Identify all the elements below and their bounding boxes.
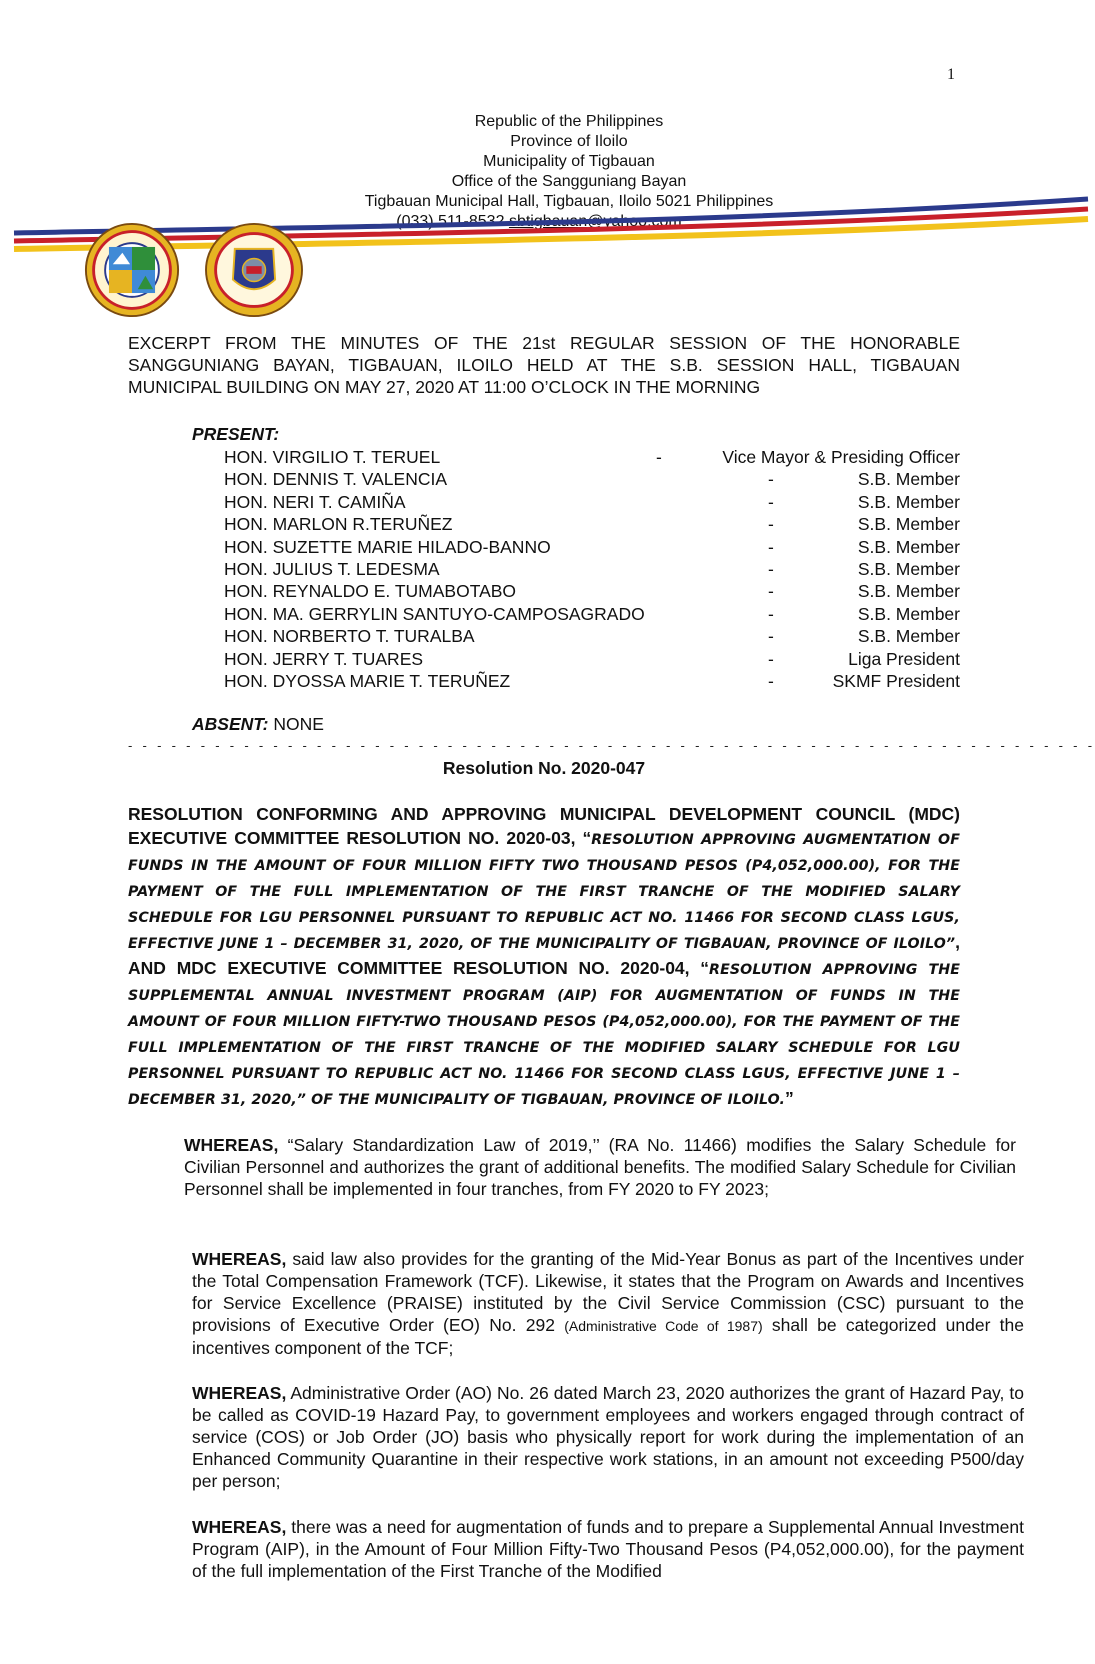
attendee-position: S.B. Member (857, 581, 960, 602)
letterhead-municipality: Municipality of Tigbauan (483, 153, 655, 170)
attendee-name: HON. DENNIS T. VALENCIA (224, 469, 448, 490)
letterhead-country: Republic of the Philippines (474, 113, 664, 130)
whereas-paragraph-3 (128, 1382, 1024, 1492)
attendee-row (224, 580, 960, 602)
attendee-position: S.B. Member (857, 514, 960, 535)
attendee-row (224, 670, 960, 692)
sangguniang-bayan-seal-icon (202, 222, 306, 318)
attendee-row (224, 536, 960, 558)
whereas-text: there was a need for augmentation of funds and to prepare a Supplemental Annual Investment Program (AIP), in the Amount of Four Million Fifty-Two Thousand Pesos (P4,052,000.00), for the payment of the full implementation of the First Tranche of the Modified (192, 1517, 1024, 1581)
attendee-dash: - (768, 514, 774, 535)
attendee-dash: - (768, 603, 774, 624)
attendee-name: HON. NERI T. CAMIÑA (224, 491, 406, 512)
attendee-dash: - (768, 559, 774, 579)
absent-value: NONE (273, 714, 324, 734)
whereas-text: said law also provides for the granting of the Mid-Year Bonus as part of the Incentives under the Total Compensation Framework (TCF). Likewise, it states that the Program on Awards and Incentives for Service Excellence (PRAISE) instituted by the Civil Service Commission (CSC) pursuant to the provisions of Executive Order (EO) No. 292 (192, 1249, 1024, 1335)
whereas-paragraph-4 (128, 1516, 1024, 1582)
attendee-name: HON. DYOSSA MARIE T. TERUÑEZ (224, 671, 511, 691)
present-label: PRESENT: (192, 424, 280, 444)
attendee-position: S.B. Member (857, 536, 960, 557)
page-number: 1 (947, 66, 955, 83)
whereas-citation: (Administrative Code of 1987) (564, 1318, 763, 1334)
whereas-lead: WHEREAS, (192, 1383, 287, 1403)
attendee-dash: - (768, 581, 774, 602)
whereas-lead: WHEREAS, (184, 1135, 279, 1155)
attendee-dash: - (768, 536, 774, 557)
letterhead-address: Tigbauan Municipal Hall, Tigbauan, Iloilo 5021 Philippines (364, 193, 774, 210)
attendee-position: SKMF President (832, 671, 960, 691)
attendee-dash: - (768, 491, 774, 512)
attendee-row (224, 513, 960, 535)
whereas-text-cont: shall be categorized under the incentives component of the TCF; (192, 1315, 1025, 1358)
attendee-name: HON. REYNALDO E. TUMABOTABO (224, 581, 517, 602)
whereas-text: “Salary Standardization Law of 2019,’’ (RA No. 11466) modifies the Salary Schedule for Civilian Personnel and authorizes the grant of additional benefits. The modified Salary Schedule for Civilian Personnel shall be implemented in four tranches, from FY 2020 to FY 2023; (184, 1135, 1016, 1199)
attendee-row (224, 558, 960, 580)
whereas-paragraph-1 (128, 1134, 1016, 1200)
resolution-title-part3: , AND MDC EXECUTIVE COMMITTEE RESOLUTION NO. 2020-04, “ (128, 932, 960, 978)
attendee-position: S.B. Member (857, 626, 960, 647)
whereas-paragraph-2 (128, 1248, 1024, 1359)
resolution-title-part5: ” (785, 1088, 794, 1108)
attendee-name: HON. JULIUS T. LEDESMA (224, 559, 440, 579)
attendee-position: Vice Mayor & Presiding Officer (722, 447, 960, 467)
letterhead-office: Office of the Sangguniang Bayan (451, 173, 687, 190)
attendee-position: S.B. Member (857, 559, 960, 579)
letterhead-phone: (033) 511-8532 (396, 213, 505, 230)
attendee-name: HON. JERRY T. TUARES (224, 648, 424, 669)
attendee-dash: - (768, 671, 774, 691)
whereas-lead: WHEREAS, (192, 1517, 287, 1537)
attendee-position: Liga President (848, 648, 960, 669)
attendee-dash: - (768, 648, 774, 669)
resolution-number: Resolution No. 2020-047 (442, 758, 646, 778)
attendee-row (224, 625, 960, 647)
attendee-name: HON. VIRGILIO T. TERUEL (224, 447, 441, 467)
attendee-row (224, 468, 960, 490)
attendee-row (224, 648, 960, 670)
attendee-name: HON. MA. GERRYLIN SANTUYO-CAMPOSAGRADO (224, 603, 645, 624)
attendee-position: S.B. Member (857, 469, 960, 490)
attendee-row (224, 446, 960, 468)
attendee-row (224, 603, 960, 625)
attendee-dash: - (768, 469, 774, 490)
divider-line: - - - - - - - - - - - - - - - - - - - - - - - - - - - - - - - - - - - - - - - - - - - - - - - - - - - - - - - - - - - - - - - - - - - (128, 738, 1095, 753)
attendee-dash: - (768, 626, 774, 647)
attendee-row (224, 491, 960, 513)
attendee-dash: - (656, 447, 662, 467)
attendee-name: HON. NORBERTO T. TURALBA (224, 626, 475, 647)
attendee-name: HON. MARLON R.TERUÑEZ (224, 514, 453, 535)
attendee-name: HON. SUZETTE MARIE HILADO-BANNO (224, 536, 551, 557)
letterhead-email[interactable]: sbtigbauan@yahoo.com (508, 213, 682, 230)
resolution-title-part2: RESOLUTION APPROVING AUGMENTATION OF FUNDS IN THE AMOUNT OF FOUR MILLION FIFTY TWO THOUSAND PESOS (P4,052,000.00), FOR THE PAYMENT OF THE FULL IMPLEMENTATION OF THE FIRST TRANCHE OF THE MODIFIED SALARY SCHEDULE FOR LGU PERSONNEL PURSUANT TO REPUBLIC ACT NO. 11466 FOR SECOND CLASS LGUS, EFFECTIVE JUNE 1 – DECEMBER 31, 2020, OF THE MUNICIPALITY OF TIGBAUAN, PROVINCE OF ILOILO” (128, 832, 960, 952)
absent-label: ABSENT: (192, 714, 269, 734)
resolution-title-part4: RESOLUTION APPROVING THE SUPPLEMENTAL ANNUAL INVESTMENT PROGRAM (AIP) FOR AUGMENTATION OF FUNDS IN THE AMOUNT OF FOUR MILLION FIFTY-TWO THOUSAND PESOS (P4,052,000.00), FOR THE PAYMENT OF THE FULL IMPLEMENTATION OF THE FIRST TRANCHE OF THE MODIFIED SALARY SCHEDULE FOR LGU PERSONNEL PURSUANT TO REPUBLIC ACT NO. 11466 FOR SECOND CLASS LGUS, EFFECTIVE JUNE 1 – DECEMBER 31, 2020,” OF THE MUNICIPALITY OF TIGBAUAN, PROVINCE OF ILOILO. (128, 962, 960, 1108)
resolution-title-part1: RESOLUTION CONFORMING AND APPROVING MUNICIPAL DEVELOPMENT COUNCIL (MDC) EXECUTIVE COMMITTEE RESOLUTION NO. 2020-03, “ (128, 804, 960, 848)
absent-line (192, 714, 324, 735)
letterhead-province: Province of Iloilo (510, 133, 628, 150)
whereas-text: Administrative Order (AO) No. 26 dated March 23, 2020 authorizes the grant of Hazard Pay, to be called as COVID-19 Hazard Pay, to government employees and workers engaged through contract of service (COS) or Job Order (JO) basis who physically report for work during the implementation of an Enhanced Community Quarantine in their respective work stations, in an amount not exceeding P500/day per person; (192, 1383, 1024, 1491)
attendee-position: S.B. Member (857, 491, 960, 512)
resolution-title (128, 802, 960, 1112)
whereas-lead: WHEREAS, (192, 1249, 287, 1269)
municipality-seal-icon (84, 222, 180, 318)
attendee-position: S.B. Member (857, 603, 960, 624)
minutes-excerpt-heading: EXCERPT FROM THE MINUTES OF THE 21st REGULAR SESSION OF THE HONORABLE SANGGUNIANG BAYAN, TIGBAUAN, ILOILO HELD AT THE S.B. SESSION HALL, TIGBAUAN MUNICIPAL BUILDING ON MAY 27, 2020 AT 11:00 O’CLOCK IN THE MORNING (128, 333, 960, 397)
